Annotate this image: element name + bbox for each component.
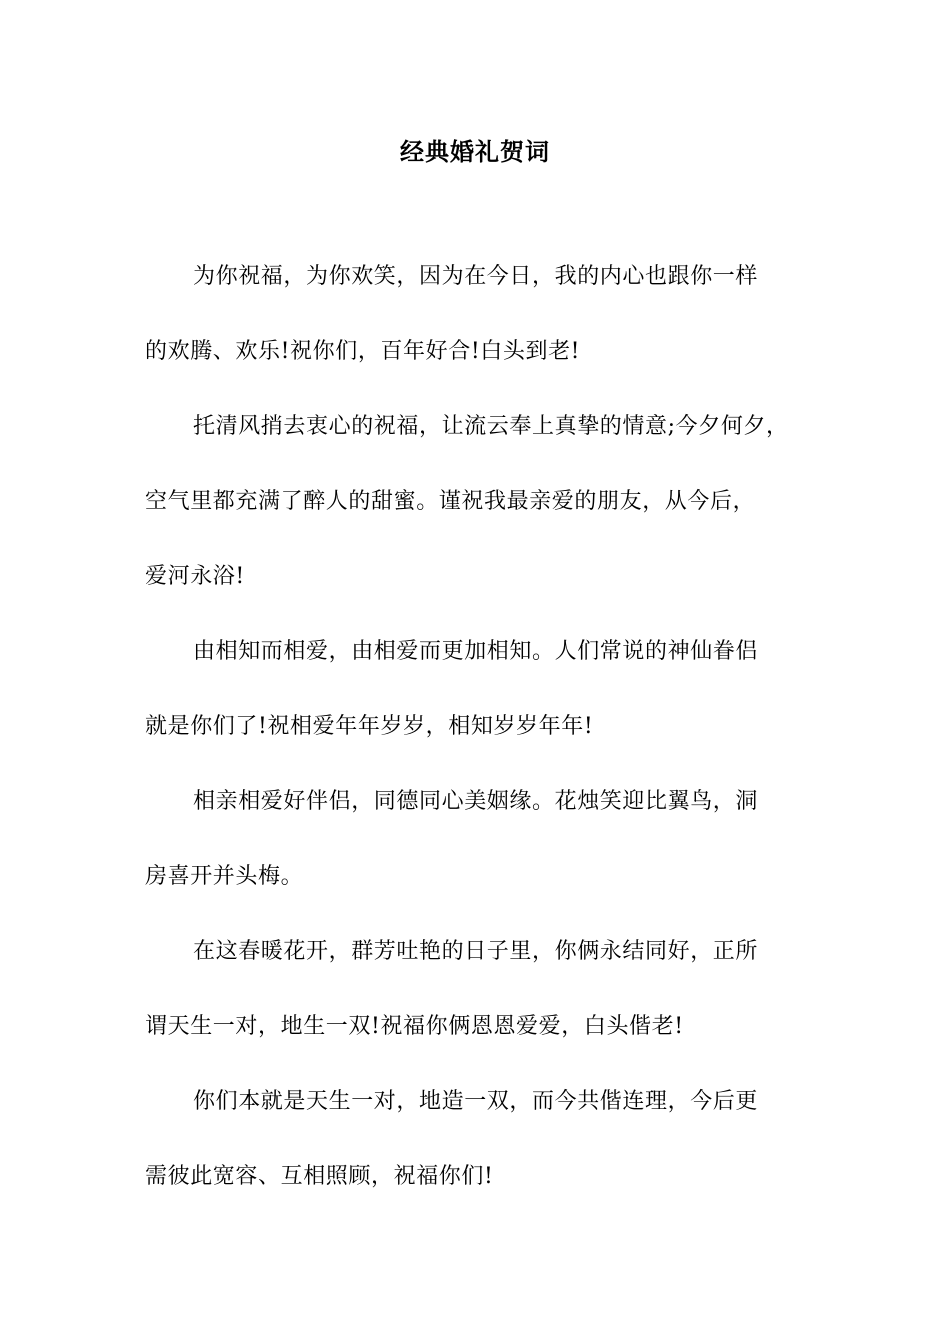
paragraph-line: 需彼此宽容、互相照顾，祝福你们! bbox=[145, 1164, 494, 1189]
paragraph-line: 房喜开并头梅。 bbox=[145, 864, 304, 889]
paragraph-line: 空气里都充满了醉人的甜蜜。谨祝我最亲爱的朋友，从今后， bbox=[145, 489, 756, 514]
paragraph-line: 就是你们了!祝相爱年年岁岁，相知岁岁年年! bbox=[145, 714, 594, 739]
paragraph-line: 的欢腾、欢乐!祝你们，百年好合!白头到老! bbox=[145, 339, 581, 364]
paragraph-line: 为你祝福，为你欢笑，因为在今日，我的内心也跟你一样 bbox=[193, 264, 759, 289]
paragraph-line: 谓天生一对，地生一双!祝福你俩恩恩爱爱，白头偕老! bbox=[145, 1014, 684, 1039]
document-body bbox=[145, 255, 815, 1230]
paragraph-line: 你们本就是天生一对，地造一双，而今共偕连理，今后更 bbox=[193, 1089, 759, 1114]
paragraph-5 bbox=[145, 930, 815, 1080]
paragraph-3 bbox=[145, 630, 815, 780]
paragraph-line: 托清风捎去衷心的祝福，让流云奉上真挚的情意;今夕何夕， bbox=[193, 414, 789, 439]
paragraph-2 bbox=[145, 405, 815, 630]
document-title: 经典婚礼贺词 bbox=[400, 137, 550, 166]
paragraph-line: 由相知而相爱，由相爱而更加相知。人们常说的神仙眷侣 bbox=[193, 639, 759, 664]
paragraph-6 bbox=[145, 1080, 815, 1230]
paragraph-line: 相亲相爱好伴侣，同德同心美姻缘。花烛笑迎比翼鸟，洞 bbox=[193, 789, 759, 814]
paragraph-4 bbox=[145, 780, 815, 930]
paragraph-line: 在这春暖花开，群芳吐艳的日子里，你俩永结同好，正所 bbox=[193, 939, 759, 964]
paragraph-1 bbox=[145, 255, 815, 405]
paragraph-line: 爱河永浴! bbox=[145, 564, 245, 589]
